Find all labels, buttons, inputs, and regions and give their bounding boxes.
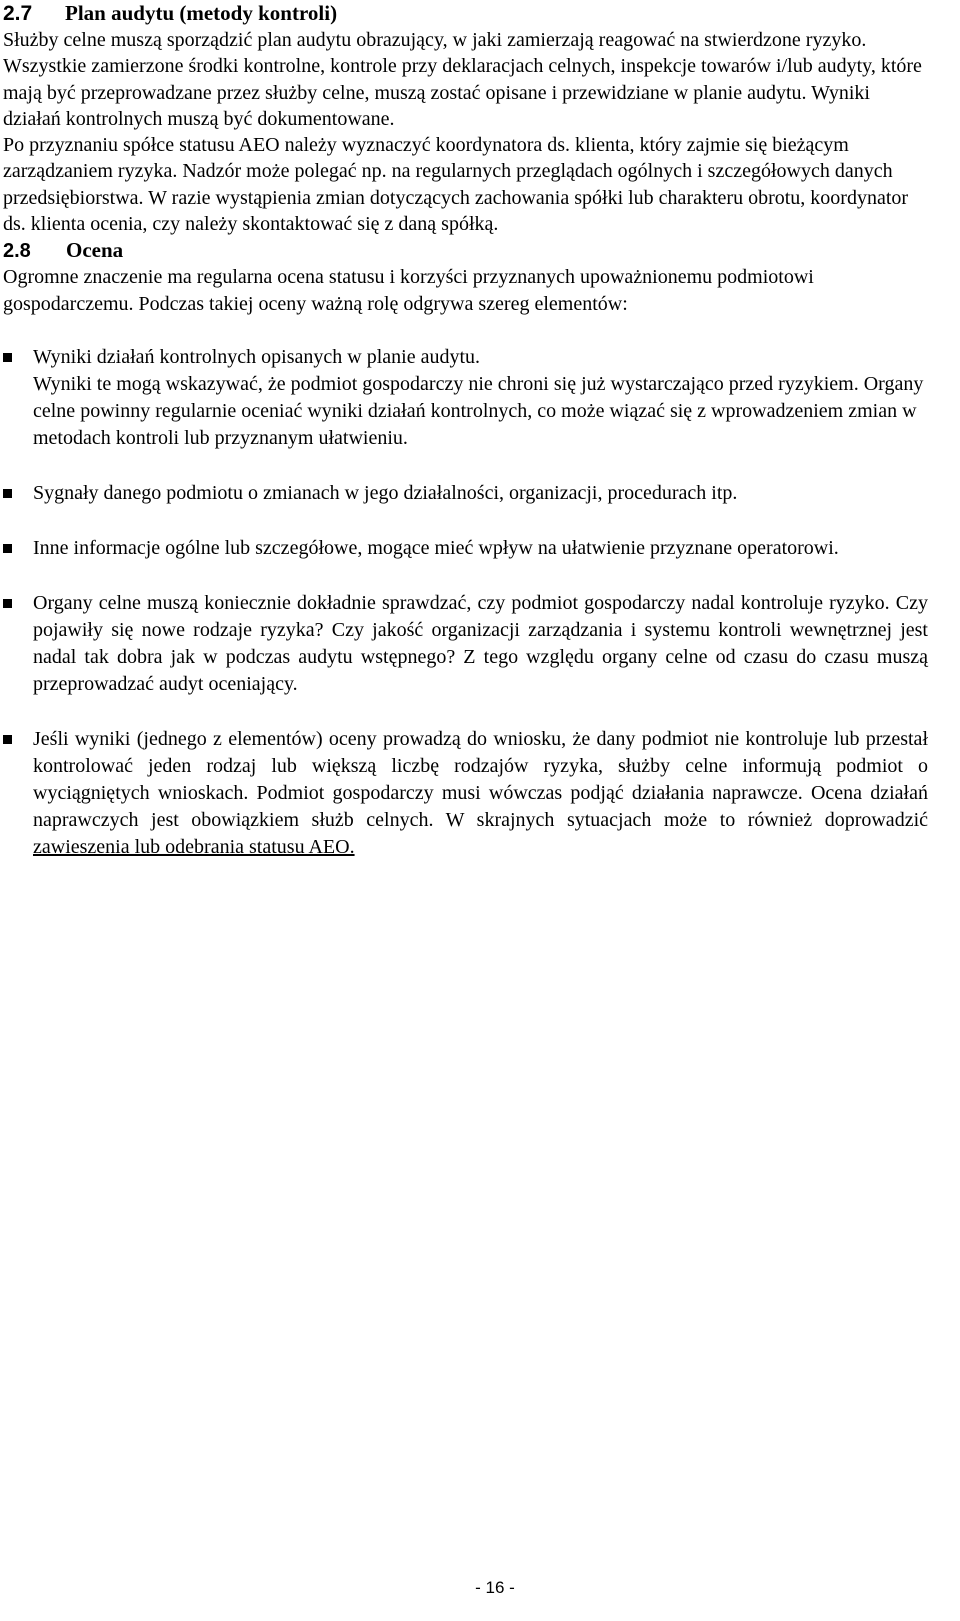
square-bullet-icon — [3, 353, 12, 362]
section-heading-2-8 — [3, 237, 928, 264]
section-heading-2-7 — [3, 0, 928, 27]
list-item-text: Wyniki te mogą wskazywać, że podmiot gospodarczy nie chroni się już wystarczająco przed ryzykiem. Organy celne powinny regularnie oceniać wyniki działań kontrolnych, co może wiązać się z wprowadzeniem zmian w metodach kontroli lub przyznanym ułatwieniu. — [33, 372, 924, 449]
section-title: Ocena — [66, 238, 124, 263]
section-number: 2.7 — [3, 2, 33, 25]
list-item-text: Inne informacje ogólne lub szczegółowe, mogące mieć wpływ na ułatwienie przyznane operatorowi. — [33, 536, 839, 559]
section-title: Plan audytu (metody kontroli) — [65, 1, 338, 25]
section-number: 2.8 — [3, 240, 31, 263]
paragraph-aeo-coordinator: Po przyznaniu spółce statusu AEO należy wyznaczyć koordynatora ds. klienta, który zajmie się bieżącym zarządzaniem ryzyka. Nadzór może polegać np. na regularnych przeglądach ogólnych i szczegółowych danych przedsiębiorstwa. W razie wystąpienia zmian dotyczących zachowania spółki lub charakteru obrotu, koordynator ds. klienta ocenia, czy należy skontaktować się z daną spółką. — [3, 134, 909, 236]
square-bullet-icon — [3, 544, 12, 553]
page-number: - 16 - — [475, 1578, 515, 1597]
square-bullet-icon — [3, 599, 12, 608]
list-item — [3, 344, 928, 452]
list-item — [3, 480, 928, 507]
list-item-text: Sygnały danego podmiotu o zmianach w jego działalności, organizacji, procedurach itp. — [33, 481, 738, 504]
square-bullet-icon — [3, 735, 12, 744]
page-content — [3, 0, 928, 889]
underlined-phrase: zawieszenia lub odebrania statusu AEO. — [33, 835, 355, 858]
list-item-text — [33, 726, 928, 861]
list-item-text-main: Jeśli wyniki (jednego z elementów) oceny prowadzą do wniosku, że dany podmiot nie kontroluje lub przestał kontrolować jeden rodzaj lub większą liczbę rodzajów ryzyka, służby celne informują podmiot o wyciągniętych wnioskach. Podmiot gospodarczy musi wówczas podjąć działania naprawcze. Ocena działań naprawczych jest obowiązkiem służb celnych. W skrajnych sytuacjach może to również doprowadzić — [33, 727, 928, 831]
square-bullet-icon — [3, 489, 12, 498]
list-item — [3, 590, 928, 698]
list-item — [3, 535, 928, 562]
list-item-text: Organy celne muszą koniecznie dokładnie sprawdzać, czy podmiot gospodarczy nadal kontroluje ryzyko. Czy pojawiły się nowe rodzaje ryzyka? Czy jakość organizacji zarządzania i systemu kontroli wewnętrznej jest nadal tak dobra jak w podczas audytu wstępnego? Z tego względu organy celne od czasu do czasu muszą przeprowadzać audyt oceniający. — [33, 591, 928, 695]
list-item — [3, 726, 928, 861]
paragraph-audit-plan: Służby celne muszą sporządzić plan audytu obrazujący, w jaki zamierzają reagować na stwierdzone ryzyko. Wszystkie zamierzone środki kontrolne, kontrole przy deklaracjach celnych, inspekcje towarów i/lub audyty, które mają być przeprowadzane przez służby celne, muszą zostać opisane i przewidziane w planie audytu. Wyniki działań kontrolnych muszą być dokumentowane. — [3, 29, 922, 130]
list-item-text: Wyniki działań kontrolnych opisanych w planie audytu. — [33, 345, 481, 368]
paragraph-evaluation-intro: Ogromne znaczenie ma regularna ocena statusu i korzyści przyznanych upoważnionemu podmiotowi gospodarczemu. Podczas takiej oceny ważną rolę odgrywa szereg elementów: — [3, 266, 814, 315]
evaluation-elements-list — [3, 344, 928, 861]
